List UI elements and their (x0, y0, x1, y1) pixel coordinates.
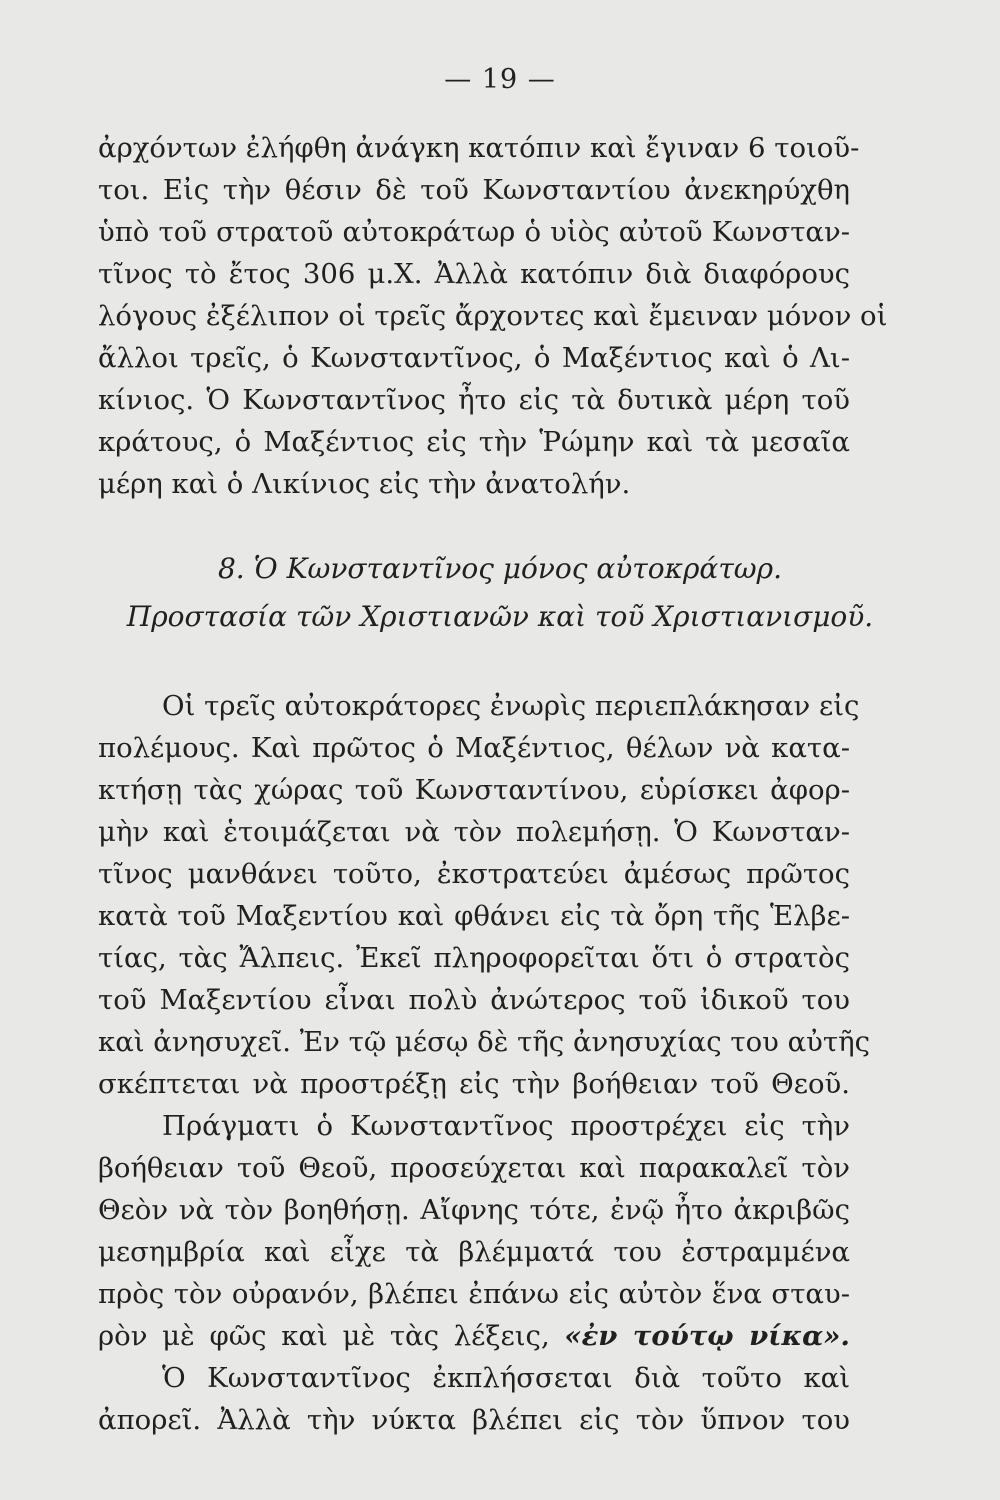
text-fragment: ρὸν μὲ φῶς καὶ μὲ τὰς λέξεις, (98, 1320, 550, 1352)
text-line: μέρη καὶ ὁ Λικίνιος εἰς τὴν ἀνατολήν. (98, 468, 631, 500)
text-line (98, 1316, 850, 1356)
quote-en-touto-nika: «ἐν τούτῳ νίκα». (564, 1320, 850, 1352)
text-line: Ὁ Κωνσταντῖνος ἐκπλήσσεται διὰ τοῦτο καὶ (162, 1362, 850, 1394)
text-line: κράτους, ὁ Μαξέντιος εἰς τὴν Ῥώμην καὶ τὰ μεσαῖα (98, 426, 850, 458)
section-heading: 8. Ὁ Κωνσταντῖνος μόνος αὐτοκράτωρ. (217, 552, 783, 585)
text-line: Οἱ τρεῖς αὐτοκράτορες ἐνωρὶς περιεπλάκησαν εἰς (162, 690, 860, 722)
text-line: μὴν καὶ ἑτοιμάζεται νὰ τὸν πολεμήσῃ. Ὁ Κωνσταν- (98, 816, 850, 848)
text-line: Θεὸν νὰ τὸν βοηθήσῃ. Αἴφνης τότε, ἐνῷ ἦτο ἀκριβῶς (98, 1194, 850, 1226)
text-line: τοῦ Μαξεντίου εἶναι πολὺ ἀνώτερος τοῦ ἰδικοῦ του (98, 984, 850, 1016)
text-line: κατὰ τοῦ Μαξεντίου καὶ φθάνει εἰς τὰ ὄρη τῆς Ἑλβε- (98, 900, 850, 932)
text-line: ὑπὸ τοῦ στρατοῦ αὐτοκράτωρ ὁ υἱὸς αὐτοῦ Κωνσταν- (98, 216, 850, 248)
text-line: τίας, τὰς Ἄλπεις. Ἐκεῖ πληροφορεῖται ὅτι ὁ στρατὸς (98, 942, 850, 974)
text-line: καὶ ἀνησυχεῖ. Ἐν τῷ μέσῳ δὲ τῆς ἀνησυχίας του αὐτῆς (98, 1026, 870, 1058)
text-line: ἀπορεῖ. Ἀλλὰ τὴν νύκτα βλέπει εἰς τὸν ὕπνον του (98, 1404, 850, 1436)
text-line: ἄλλοι τρεῖς, ὁ Κωνσταντῖνος, ὁ Μαξέντιος καὶ ὁ Λι- (98, 342, 850, 374)
text-line: μεσημβρία καὶ εἶχε τὰ βλέμματά του ἐστραμμένα (98, 1236, 850, 1268)
text-line: ἀρχόντων ἐλήφθη ἀνάγκη κατόπιν καὶ ἔγιναν 6 τοιοῦ- (98, 132, 860, 164)
text-line: πολέμους. Καὶ πρῶτος ὁ Μαξέντιος, θέλων νὰ κατα- (98, 732, 850, 764)
text-line: πρὸς τὸν οὐρανόν, βλέπει ἐπάνω εἰς αὐτὸν ἕνα σταυ- (98, 1278, 850, 1310)
text-line: κίνιος. Ὁ Κωνσταντῖνος ἦτο εἰς τὰ δυτικὰ μέρη τοῦ (98, 384, 850, 416)
text-line: βοήθειαν τοῦ Θεοῦ, προσεύχεται καὶ παρακαλεῖ τὸν (98, 1152, 850, 1184)
text-line: τοι. Εἰς τὴν θέσιν δὲ τοῦ Κωνσταντίου ἀνεκηρύχθη (98, 174, 850, 206)
section-subheading: Προστασία τῶν Χριστιανῶν καὶ τοῦ Χριστιανισμοῦ. (126, 600, 874, 633)
text-line: Πράγματι ὁ Κωνσταντῖνος προστρέχει εἰς τὴν (162, 1110, 850, 1142)
text-line: κτήσῃ τὰς χώρας τοῦ Κωνσταντίνου, εὑρίσκει ἀφορ- (98, 774, 850, 806)
text-line: τῖνος μανθάνει τοῦτο, ἐκστρατεύει ἀμέσως πρῶτος (98, 858, 850, 890)
text-line: σκέπτεται νὰ προστρέξῃ εἰς τὴν βοήθειαν τοῦ Θεοῦ. (98, 1068, 850, 1100)
text-line: λόγους ἐξέλιπον οἱ τρεῖς ἄρχοντες καὶ ἔμειναν μόνον οἱ (98, 300, 888, 332)
page-number: — 19 — (444, 64, 556, 95)
text-line: τῖνος τὸ ἔτος 306 μ.Χ. Ἀλλὰ κατόπιν διὰ διαφόρους (98, 258, 850, 290)
